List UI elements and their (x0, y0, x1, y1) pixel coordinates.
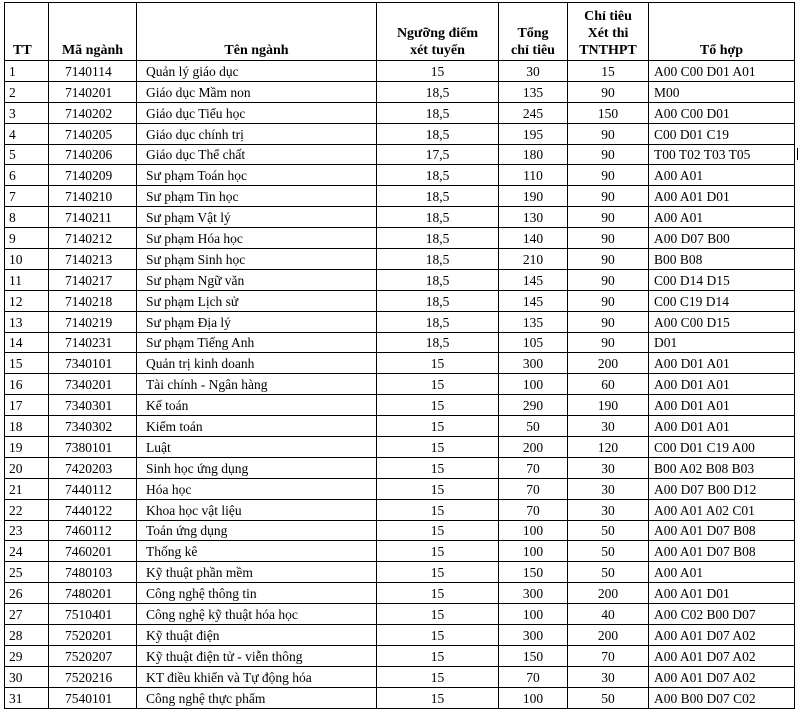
cell-name: Sư phạm Toán học (137, 165, 377, 186)
cell-name: Sư phạm Tiếng Anh (137, 332, 377, 353)
table-row (5, 81, 795, 102)
cell-threshold: 15 (377, 353, 499, 374)
header-quota-line3: TNTHPT (579, 43, 637, 58)
cell-combo: A00 A01 (649, 562, 795, 583)
table-row (5, 249, 795, 270)
table-row (5, 165, 795, 186)
cell-name: Quản trị kinh doanh (137, 353, 377, 374)
table-row (5, 269, 795, 290)
cell-total: 130 (499, 207, 568, 228)
cell-total: 145 (499, 269, 568, 290)
cell-combo: A00 D01 A01 (649, 374, 795, 395)
table-row (5, 645, 795, 666)
table-row (5, 478, 795, 499)
cell-code: 7540101 (49, 687, 137, 708)
cell-combo: A00 C00 D15 (649, 311, 795, 332)
cell-name: Toán ứng dụng (137, 520, 377, 541)
cell-combo: A00 A01 D01 (649, 186, 795, 207)
cell-name: Tài chính - Ngân hàng (137, 374, 377, 395)
cell-quota: 90 (568, 311, 649, 332)
table-row (5, 102, 795, 123)
table-row (5, 625, 795, 646)
cell-combo: A00 C00 D01 (649, 102, 795, 123)
cell-code: 7140218 (49, 290, 137, 311)
cell-name: Kiểm toán (137, 416, 377, 437)
cell-threshold: 15 (377, 457, 499, 478)
cell-tt: 3 (5, 102, 49, 123)
table-row (5, 666, 795, 687)
table-row (5, 583, 795, 604)
cell-combo: T00 T02 T03 T05 (649, 144, 795, 165)
cell-total: 150 (499, 562, 568, 583)
cell-quota: 50 (568, 687, 649, 708)
cell-tt: 30 (5, 666, 49, 687)
cell-tt: 12 (5, 290, 49, 311)
cell-combo: A00 A01 (649, 207, 795, 228)
cell-tt: 26 (5, 583, 49, 604)
table-row (5, 457, 795, 478)
header-tt: TT (5, 3, 49, 61)
table-row (5, 144, 795, 165)
cell-total: 150 (499, 645, 568, 666)
cell-threshold: 15 (377, 499, 499, 520)
header-code: Mã ngành (49, 3, 137, 61)
cell-quota: 90 (568, 81, 649, 102)
cell-total: 100 (499, 541, 568, 562)
cell-code: 7140211 (49, 207, 137, 228)
cell-tt: 18 (5, 416, 49, 437)
cell-name: Giáo dục Mầm non (137, 81, 377, 102)
cell-threshold: 15 (377, 437, 499, 458)
table-header-row (5, 3, 795, 61)
cell-threshold: 15 (377, 374, 499, 395)
header-combo: Tổ hợp (649, 3, 795, 61)
cell-tt: 27 (5, 604, 49, 625)
cell-code: 7460201 (49, 541, 137, 562)
cell-quota: 90 (568, 249, 649, 270)
cell-code: 7140201 (49, 81, 137, 102)
cell-combo: A00 A01 D07 A02 (649, 666, 795, 687)
table-row (5, 541, 795, 562)
cell-quota: 50 (568, 541, 649, 562)
cell-quota: 200 (568, 625, 649, 646)
cell-quota: 90 (568, 144, 649, 165)
cell-threshold: 15 (377, 583, 499, 604)
table-row (5, 207, 795, 228)
cell-combo: M00 (649, 81, 795, 102)
cell-code: 7520207 (49, 645, 137, 666)
cell-combo: C00 D14 D15 (649, 269, 795, 290)
table-row (5, 604, 795, 625)
table-body (5, 61, 795, 709)
cell-tt: 5 (5, 144, 49, 165)
cell-tt: 25 (5, 562, 49, 583)
cell-quota: 90 (568, 123, 649, 144)
cell-name: Kỹ thuật điện tử - viễn thông (137, 645, 377, 666)
cell-name: Kỹ thuật điện (137, 625, 377, 646)
cell-total: 100 (499, 520, 568, 541)
cell-threshold: 15 (377, 520, 499, 541)
cell-code: 7140217 (49, 269, 137, 290)
cell-code: 7440122 (49, 499, 137, 520)
cell-name: Thống kê (137, 541, 377, 562)
cell-total: 290 (499, 395, 568, 416)
cell-name: Công nghệ thực phẩm (137, 687, 377, 708)
cell-total: 100 (499, 604, 568, 625)
cell-code: 7140231 (49, 332, 137, 353)
cell-tt: 8 (5, 207, 49, 228)
cell-combo: A00 C00 D01 A01 (649, 61, 795, 82)
cell-combo: A00 A01 (649, 165, 795, 186)
cell-quota: 90 (568, 186, 649, 207)
cell-combo: A00 D01 A01 (649, 353, 795, 374)
header-threshold-line2: xét tuyển (410, 43, 465, 58)
cell-total: 200 (499, 437, 568, 458)
cell-tt: 13 (5, 311, 49, 332)
cell-tt: 9 (5, 228, 49, 249)
cell-tt: 14 (5, 332, 49, 353)
cell-quota: 150 (568, 102, 649, 123)
cell-code: 7140114 (49, 61, 137, 82)
cell-tt: 21 (5, 478, 49, 499)
cell-code: 7340101 (49, 353, 137, 374)
cell-total: 135 (499, 311, 568, 332)
cell-quota: 50 (568, 562, 649, 583)
edge-mark (797, 148, 798, 160)
cell-threshold: 18,5 (377, 207, 499, 228)
cell-tt: 7 (5, 186, 49, 207)
cell-total: 70 (499, 457, 568, 478)
table-row (5, 353, 795, 374)
header-quota (568, 3, 649, 61)
cell-total: 70 (499, 478, 568, 499)
cell-total: 210 (499, 249, 568, 270)
cell-code: 7520216 (49, 666, 137, 687)
cell-code: 7340302 (49, 416, 137, 437)
cell-code: 7140206 (49, 144, 137, 165)
cell-total: 300 (499, 583, 568, 604)
cell-quota: 90 (568, 269, 649, 290)
cell-quota: 120 (568, 437, 649, 458)
cell-combo: B00 B08 (649, 249, 795, 270)
header-threshold-line1: Ngưỡng điểm (396, 26, 479, 41)
cell-code: 7140209 (49, 165, 137, 186)
cell-quota: 190 (568, 395, 649, 416)
header-threshold (377, 3, 499, 61)
cell-combo: C00 C19 D14 (649, 290, 795, 311)
header-total (499, 3, 568, 61)
cell-name: Sư phạm Ngữ văn (137, 269, 377, 290)
cell-total: 30 (499, 61, 568, 82)
cell-name: Công nghệ thông tin (137, 583, 377, 604)
table-row (5, 437, 795, 458)
cell-threshold: 15 (377, 625, 499, 646)
cell-name: Giáo dục Thể chất (137, 144, 377, 165)
cell-total: 100 (499, 687, 568, 708)
cell-quota: 90 (568, 165, 649, 186)
table-row (5, 290, 795, 311)
cell-combo: A00 D07 B00 (649, 228, 795, 249)
cell-quota: 200 (568, 583, 649, 604)
cell-total: 105 (499, 332, 568, 353)
cell-quota: 30 (568, 416, 649, 437)
table-row (5, 499, 795, 520)
cell-threshold: 15 (377, 666, 499, 687)
header-quota-line2: Xét thi (587, 26, 629, 41)
cell-name: Sư phạm Vật lý (137, 207, 377, 228)
cell-name: Sư phạm Tin học (137, 186, 377, 207)
cell-name: Kế toán (137, 395, 377, 416)
cell-name: Giáo dục Tiểu học (137, 102, 377, 123)
cell-code: 7140210 (49, 186, 137, 207)
cell-threshold: 18,5 (377, 165, 499, 186)
cell-total: 195 (499, 123, 568, 144)
cell-combo: A00 A01 D01 (649, 583, 795, 604)
cell-code: 7480201 (49, 583, 137, 604)
cell-combo: A00 A01 D07 B08 (649, 541, 795, 562)
cell-threshold: 15 (377, 395, 499, 416)
cell-tt: 23 (5, 520, 49, 541)
cell-tt: 10 (5, 249, 49, 270)
cell-quota: 30 (568, 666, 649, 687)
cell-quota: 15 (568, 61, 649, 82)
cell-threshold: 18,5 (377, 123, 499, 144)
cell-tt: 31 (5, 687, 49, 708)
cell-tt: 29 (5, 645, 49, 666)
cell-combo: A00 D01 A01 (649, 395, 795, 416)
cell-name: Hóa học (137, 478, 377, 499)
cell-combo: A00 D01 A01 (649, 416, 795, 437)
cell-quota: 50 (568, 520, 649, 541)
cell-total: 245 (499, 102, 568, 123)
cell-combo: B00 A02 B08 B03 (649, 457, 795, 478)
cell-tt: 20 (5, 457, 49, 478)
cell-name: Sinh học ứng dụng (137, 457, 377, 478)
cell-quota: 60 (568, 374, 649, 395)
cell-name: Kỹ thuật phần mềm (137, 562, 377, 583)
cell-code: 7140212 (49, 228, 137, 249)
table-row (5, 562, 795, 583)
cell-combo: A00 B00 D07 C02 (649, 687, 795, 708)
cell-tt: 28 (5, 625, 49, 646)
cell-threshold: 15 (377, 416, 499, 437)
cell-threshold: 18,5 (377, 81, 499, 102)
cell-name: Sư phạm Sinh học (137, 249, 377, 270)
cell-combo: A00 C02 B00 D07 (649, 604, 795, 625)
cell-combo: D01 (649, 332, 795, 353)
cell-total: 300 (499, 353, 568, 374)
cell-threshold: 15 (377, 478, 499, 499)
cell-threshold: 18,5 (377, 186, 499, 207)
cell-tt: 17 (5, 395, 49, 416)
table-row (5, 228, 795, 249)
cell-code: 7520201 (49, 625, 137, 646)
cell-quota: 200 (568, 353, 649, 374)
cell-combo: C00 D01 C19 A00 (649, 437, 795, 458)
header-name: Tên ngành (137, 3, 377, 61)
cell-quota: 30 (568, 478, 649, 499)
cell-code: 7340201 (49, 374, 137, 395)
cell-code: 7140205 (49, 123, 137, 144)
cell-threshold: 18,5 (377, 311, 499, 332)
cell-tt: 4 (5, 123, 49, 144)
cell-name: Công nghệ kỹ thuật hóa học (137, 604, 377, 625)
cell-combo: A00 A01 D07 B08 (649, 520, 795, 541)
cell-tt: 6 (5, 165, 49, 186)
cell-total: 110 (499, 165, 568, 186)
cell-combo: A00 A01 A02 C01 (649, 499, 795, 520)
cell-quota: 90 (568, 228, 649, 249)
cell-tt: 2 (5, 81, 49, 102)
cell-quota: 30 (568, 499, 649, 520)
cell-code: 7380101 (49, 437, 137, 458)
cell-tt: 11 (5, 269, 49, 290)
cell-code: 7460112 (49, 520, 137, 541)
table-row (5, 61, 795, 82)
table-row (5, 687, 795, 708)
header-total-line1: Tổng (517, 26, 549, 41)
cell-quota: 90 (568, 207, 649, 228)
cell-threshold: 15 (377, 61, 499, 82)
cell-code: 7140202 (49, 102, 137, 123)
table-row (5, 332, 795, 353)
cell-code: 7420203 (49, 457, 137, 478)
cell-name: Luật (137, 437, 377, 458)
cell-code: 7140219 (49, 311, 137, 332)
cell-threshold: 15 (377, 687, 499, 708)
cell-total: 180 (499, 144, 568, 165)
cell-total: 100 (499, 374, 568, 395)
cell-threshold: 18,5 (377, 290, 499, 311)
cell-total: 300 (499, 625, 568, 646)
table-row (5, 520, 795, 541)
cell-tt: 24 (5, 541, 49, 562)
cell-combo: A00 A01 D07 A02 (649, 645, 795, 666)
cell-code: 7340301 (49, 395, 137, 416)
cell-threshold: 15 (377, 541, 499, 562)
admission-table-container (4, 2, 794, 709)
cell-code: 7510401 (49, 604, 137, 625)
cell-name: KT điều khiển và Tự động hóa (137, 666, 377, 687)
cell-quota: 90 (568, 290, 649, 311)
cell-combo: A00 A01 D07 A02 (649, 625, 795, 646)
cell-name: Quản lý giáo dục (137, 61, 377, 82)
cell-threshold: 18,5 (377, 269, 499, 290)
cell-name: Khoa học vật liệu (137, 499, 377, 520)
cell-name: Sư phạm Địa lý (137, 311, 377, 332)
cell-tt: 19 (5, 437, 49, 458)
cell-total: 140 (499, 228, 568, 249)
cell-name: Giáo dục chính trị (137, 123, 377, 144)
cell-threshold: 15 (377, 604, 499, 625)
cell-tt: 1 (5, 61, 49, 82)
cell-quota: 90 (568, 332, 649, 353)
cell-total: 190 (499, 186, 568, 207)
cell-code: 7480103 (49, 562, 137, 583)
cell-combo: C00 D01 C19 (649, 123, 795, 144)
cell-threshold: 18,5 (377, 228, 499, 249)
cell-threshold: 18,5 (377, 249, 499, 270)
table-row (5, 416, 795, 437)
cell-threshold: 18,5 (377, 332, 499, 353)
cell-threshold: 17,5 (377, 144, 499, 165)
cell-code: 7440112 (49, 478, 137, 499)
cell-tt: 15 (5, 353, 49, 374)
cell-quota: 40 (568, 604, 649, 625)
table-row (5, 186, 795, 207)
cell-total: 145 (499, 290, 568, 311)
table-row (5, 123, 795, 144)
cell-code: 7140213 (49, 249, 137, 270)
cell-threshold: 18,5 (377, 102, 499, 123)
cell-name: Sư phạm Hóa học (137, 228, 377, 249)
cell-threshold: 15 (377, 645, 499, 666)
header-total-line2: chỉ tiêu (511, 43, 555, 58)
cell-combo: A00 D07 B00 D12 (649, 478, 795, 499)
table-row (5, 374, 795, 395)
cell-total: 50 (499, 416, 568, 437)
cell-total: 135 (499, 81, 568, 102)
cell-tt: 22 (5, 499, 49, 520)
cell-quota: 30 (568, 457, 649, 478)
cell-quota: 70 (568, 645, 649, 666)
cell-tt: 16 (5, 374, 49, 395)
table-row (5, 311, 795, 332)
cell-name: Sư phạm Lịch sử (137, 290, 377, 311)
admission-table (4, 2, 795, 709)
cell-total: 70 (499, 499, 568, 520)
cell-threshold: 15 (377, 562, 499, 583)
cell-total: 70 (499, 666, 568, 687)
header-quota-line1: Chỉ tiêu (584, 9, 632, 24)
table-row (5, 395, 795, 416)
